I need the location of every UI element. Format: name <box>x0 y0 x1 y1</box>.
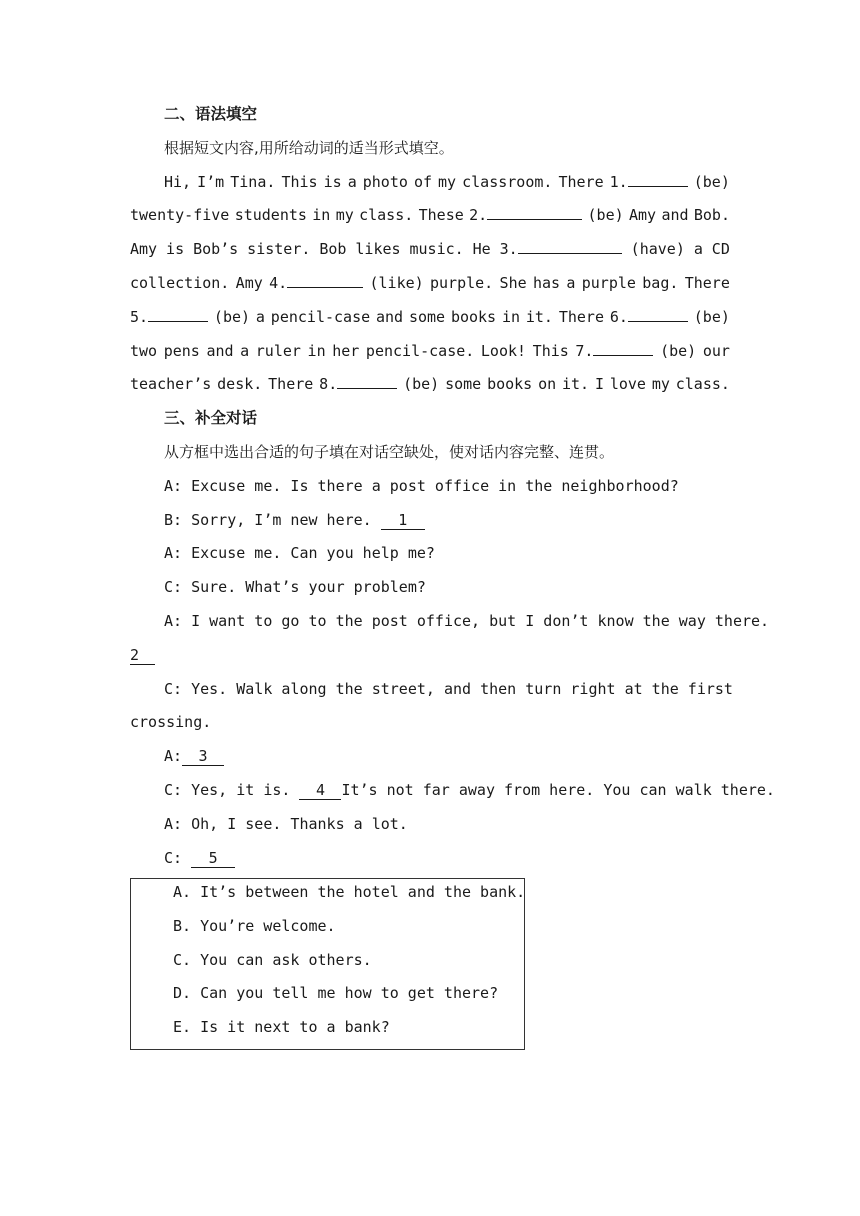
section-3-instruction: 从方框中选出合适的句子填在对话空缺处，使对话内容完整、连贯。 <box>164 442 615 461</box>
dialogue-line: A: 3 <box>130 740 730 774</box>
passage-line-7: teacher’s desk. There 8. (be) some books on it. I love my class. <box>130 368 730 402</box>
passage-line-1: Hi, I’m Tina. This is a photo of my classroom. There 1. (be) <box>130 166 730 200</box>
dialogue-line: A: Excuse me. Is there a post office in the neighborhood? <box>164 476 679 495</box>
option-a: A. It’s between the hotel and the bank. <box>173 883 526 901</box>
option-c: C. You can ask others. <box>173 950 372 969</box>
dialogue-blank-2[interactable]: 2 <box>130 647 155 665</box>
option-e: E. Is it next to a bank? <box>173 1018 390 1037</box>
section-3-heading: 三、补全对话 <box>164 409 258 428</box>
dialogue-line: C: Yes. Walk along the street, and then turn right at the first <box>164 679 733 698</box>
dialogue-blank-3[interactable]: 3 <box>182 748 224 766</box>
section-2-heading: 二、语法填空 <box>164 105 258 123</box>
section-2-instruction: 根据短文内容,用所给动词的适当形式填空。 <box>164 138 454 157</box>
worksheet <box>130 98 775 875</box>
blank-2[interactable]: 2. <box>469 199 582 233</box>
dialogue-blank-1[interactable]: 1 <box>381 512 425 530</box>
passage-line-4: collection. Amy 4. (like) purple. She has a purple bag. There <box>130 267 730 301</box>
dialogue-line <box>130 639 730 673</box>
passage-line-5: 5. (be) a pencil-case and some books in it. There 6. (be) <box>130 301 730 335</box>
dialogue-line: A: Excuse me. Can you help me? <box>164 544 435 563</box>
blank-5[interactable]: 5. <box>130 301 208 335</box>
passage-line-2: twenty-five students in my class. These 2. (be) Amy and Bob. <box>130 199 730 233</box>
options-box <box>130 878 525 1050</box>
dialogue-line: B: Sorry, I’m new here. 1 <box>130 504 730 538</box>
blank-1[interactable]: 1. <box>610 166 688 200</box>
passage-line-3: Amy is Bob’s sister. Bob likes music. He 3. (have) a CD <box>130 233 730 267</box>
blank-6[interactable]: 6. <box>610 301 688 335</box>
dialogue-line: C: Sure. What’s your problem? <box>164 578 426 597</box>
option-b: B. You’re welcome. <box>173 916 336 935</box>
passage-line-6: two pens and a ruler in her pencil-case. Look! This 7. (be) our <box>130 335 730 369</box>
blank-3[interactable]: 3. <box>500 233 622 267</box>
blank-4[interactable]: 4. <box>269 267 363 301</box>
dialogue-line: A: Oh, I see. Thanks a lot. <box>164 814 408 833</box>
dialogue-line: C: 5 <box>130 842 730 876</box>
blank-7[interactable]: 7. <box>575 335 653 369</box>
blank-8[interactable]: 8. <box>319 368 397 402</box>
dialogue-blank-5[interactable]: 5 <box>191 850 235 868</box>
dialogue-line: crossing. <box>130 713 212 732</box>
dialogue-line: C: Yes, it is. 4 It’s not far away from here. You can walk there. <box>164 780 775 799</box>
dialogue-line: A: I want to go to the post office, but I don’t know the way there. <box>164 611 770 630</box>
dialogue-blank-4[interactable]: 4 <box>299 782 341 800</box>
option-d: D. Can you tell me how to get there? <box>173 984 499 1003</box>
